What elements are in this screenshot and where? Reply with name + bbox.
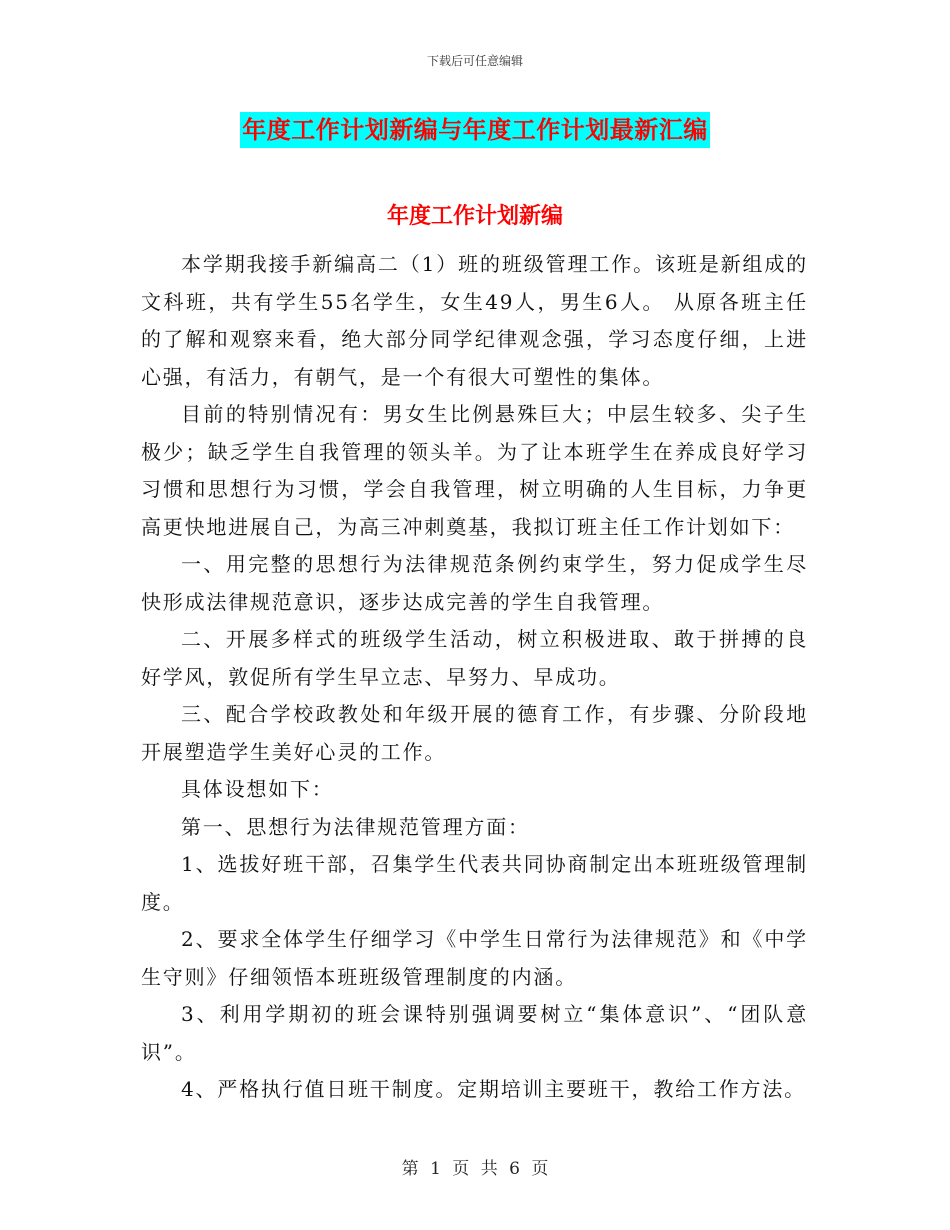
main-title: 年度工作计划新编与年度工作计划最新汇编 bbox=[240, 112, 710, 148]
paragraph-item-2: 2、要求全体学生仔细学习《中学生日常行为法律规范》和《中学生守则》仔细领悟本班班级管理制度的内涵。 bbox=[141, 927, 808, 989]
paragraph-item-3: 3、利用学期初的班会课特别强调要树立“集体意识”、“团队意识”。 bbox=[141, 1002, 808, 1064]
paragraph-goal-2: 二、开展多样式的班级学生活动，树立积极进取、敢于拼搏的良好学风，敦促所有学生早立志、早努力、早成功。 bbox=[141, 627, 808, 689]
header-note: 下载后可任意编辑 bbox=[426, 54, 523, 68]
paragraph-item-1: 1、选拔好班干部，召集学生代表共同协商制定出本班班级管理制度。 bbox=[141, 852, 808, 914]
document-body bbox=[141, 246, 808, 1109]
paragraph-section-heading: 第一、思想行为法律规范管理方面： bbox=[181, 814, 530, 839]
paragraph-goal-1: 一、用完整的思想行为法律规范条例约束学生，努力促成学生尽快形成法律规范意识，逐步达成完善的学生自我管理。 bbox=[141, 552, 808, 614]
paragraph-plan-intro: 具体设想如下： bbox=[181, 777, 334, 801]
paragraph-intro: 本学期我接手新编高二（1）班的班级管理工作。该班是新组成的文科班，共有学生55名学生，女生49人，男生6人。 从原各班主任的了解和观察来看，绝大部分同学纪律观念强，学习态度仔细，上进心强，有活力，有朝气，是一个有很大可塑性的集体。 bbox=[141, 252, 808, 389]
page-footer: 第 1 页 共 6 页 bbox=[401, 1159, 549, 1179]
main-title-container bbox=[0, 112, 950, 148]
paragraph-item-4: 4、严格执行值日班干制度。定期培训主要班干，教给工作方法。 bbox=[181, 1077, 806, 1101]
paragraph-situation: 目前的特别情况有：男女生比例悬殊巨大；中层生较多、尖子生极少；缺乏学生自我管理的领头羊。为了让本班学生在养成良好学习习惯和思想行为习惯，学会自我管理，树立明确的人生目标，力争更高更快地进展自己，为高三冲刺奠基，我拟订班主任工作计划如下： bbox=[141, 402, 808, 539]
section-title: 年度工作计划新编 bbox=[386, 204, 563, 229]
paragraph-goal-3: 三、配合学校政教处和年级开展的德育工作，有步骤、分阶段地开展塑造学生美好心灵的工作。 bbox=[141, 702, 808, 764]
